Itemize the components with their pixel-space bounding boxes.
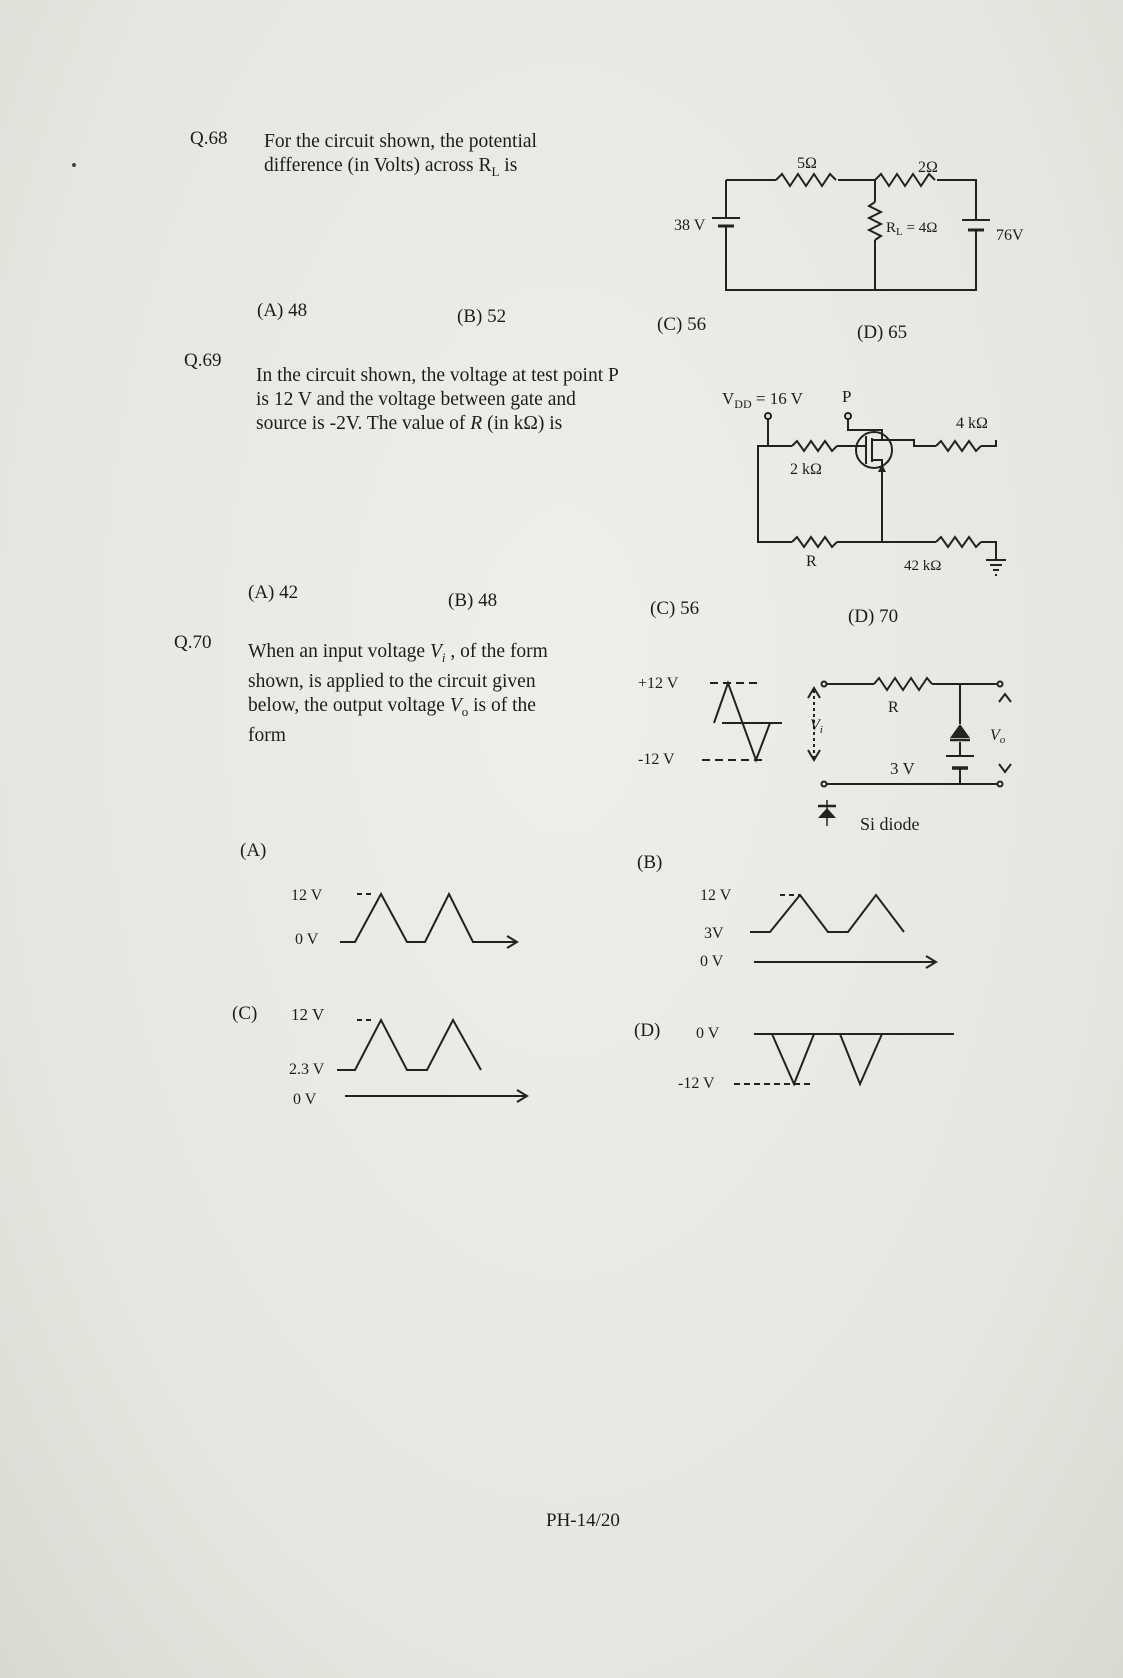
q70-label-r: R — [888, 699, 899, 716]
q69-label-vdd: $V_{DD} = 16$ V — [722, 389, 803, 411]
q70-text-line2: shown, is applied to the circuit given — [248, 670, 536, 692]
q70-diode — [950, 724, 970, 738]
q68-text — [264, 130, 537, 184]
q68-resistor-5ohm — [776, 174, 836, 186]
q70-option-b-waveform — [750, 895, 904, 932]
q68-label-2ohm: 2Ω — [918, 159, 938, 176]
q70-option-c-top: 12 V — [291, 1005, 325, 1024]
q70-option-a-label[interactable]: (A) — [240, 840, 267, 861]
q70-option-b-label[interactable]: (B) — [637, 852, 663, 873]
q70-output-terminal-bottom — [998, 782, 1003, 787]
q68-text-line1: For the circuit shown, the potential — [264, 131, 537, 152]
q70-option-c-graph[interactable] — [285, 1000, 545, 1115]
q70-option-b-mid: 3V — [704, 925, 724, 942]
q70-option-a-graph[interactable] — [285, 872, 545, 962]
q70-text-line3: below, the output voltage $V_o$ is of the — [248, 694, 536, 719]
q69-vdd-terminal — [765, 413, 771, 419]
q69-circuit — [716, 382, 1006, 582]
q70-option-b-top: 12 V — [700, 887, 732, 904]
stray-mark — [72, 163, 76, 167]
q69-number: Q.69 — [184, 350, 222, 371]
q70-clipper-circuit — [810, 672, 1015, 842]
q70-option-a-top: 12 V — [291, 887, 323, 904]
q68-label-rl: $R_L = 4\Omega$ — [886, 220, 938, 238]
q70-input-vi-label: Vi — [810, 717, 823, 736]
q69-resistor-4k — [936, 441, 981, 451]
q70-option-d-label[interactable]: (D) — [634, 1020, 661, 1041]
q70-option-a-bottom: 0 V — [295, 931, 319, 948]
q70-input-vmax: +12 V — [638, 675, 679, 692]
q70-option-d-waveform-1 — [772, 1034, 814, 1084]
q69-label-2k: 2 kΩ — [790, 461, 822, 478]
q68-text-line2: difference (in Volts) across $R_L$ is — [264, 155, 518, 179]
q70-option-c-label[interactable]: (C) — [232, 1003, 258, 1024]
q68-option-c[interactable]: (C) 56 — [657, 314, 707, 335]
q70-option-c-bottom: 0 V — [293, 1091, 317, 1108]
q69-option-d[interactable]: (D) 70 — [848, 606, 899, 627]
q70-text-line4: form — [248, 724, 286, 746]
q68-resistor-rl — [869, 202, 881, 240]
q70-option-b-bottom: 0 V — [700, 953, 724, 970]
q70-input-vmin: -12 V — [638, 751, 675, 768]
q69-fet — [856, 432, 892, 468]
q70-option-d-waveform-2 — [840, 1034, 882, 1084]
q69-resistor-2k — [792, 441, 837, 451]
q68-label-38v: 38 V — [674, 217, 706, 234]
q70-text — [248, 640, 548, 748]
q69-test-point-p — [845, 413, 851, 419]
q69-label-4k: 4 kΩ — [956, 415, 988, 432]
q69-resistor-42k — [936, 537, 981, 547]
q70-label-vo: Vo — [990, 727, 1006, 746]
q70-option-d-bottom: -12 V — [678, 1075, 715, 1092]
q70-input-terminal-top — [822, 682, 827, 687]
q70-option-d-top: 0 V — [696, 1025, 720, 1042]
q70-resistor-r — [874, 678, 932, 690]
q70-number: Q.70 — [174, 632, 212, 653]
q69-text — [256, 364, 619, 436]
page-number: PH-14/20 — [546, 1510, 620, 1531]
q70-option-d-graph[interactable] — [664, 1010, 964, 1120]
q69-option-a[interactable]: (A) 42 — [248, 582, 299, 603]
q68-number: Q.68 — [190, 128, 228, 149]
q70-option-c-waveform — [337, 1020, 481, 1070]
q69-text-line1: In the circuit shown, the voltage at test point P — [256, 365, 619, 386]
q69-label-42k: 42 kΩ — [904, 558, 942, 574]
q68-option-d[interactable]: (D) 65 — [857, 322, 908, 343]
q69-label-p: P — [842, 387, 852, 406]
q70-option-a-waveform — [340, 894, 515, 942]
q69-label-r: R — [806, 553, 817, 570]
q68-battery-76v — [962, 202, 990, 254]
q68-label-76v: 76V — [996, 227, 1024, 244]
q68-option-a[interactable]: (A) 48 — [257, 300, 308, 321]
q70-option-b-graph[interactable] — [690, 880, 970, 980]
q68-option-b[interactable]: (B) 52 — [457, 306, 507, 327]
q69-resistor-r — [792, 537, 837, 547]
q69-option-b[interactable]: (B) 48 — [448, 590, 498, 611]
q69-text-line3: source is -2V. The value of R (in kΩ) is — [256, 413, 563, 434]
q70-text-line1: When an input voltage $V_i$ , of the form — [248, 641, 548, 665]
q68-label-5ohm: 5Ω — [797, 155, 817, 172]
q70-label-battery: 3 V — [890, 759, 915, 778]
q69-option-c[interactable]: (C) 56 — [650, 598, 700, 619]
q70-input-triangle — [714, 683, 770, 760]
q68-battery-38v — [712, 218, 740, 232]
q69-text-line2: is 12 V and the voltage between gate and — [256, 389, 576, 410]
q70-output-terminal-top — [998, 682, 1003, 687]
q70-label-diode-legend: Si diode — [860, 814, 920, 834]
q70-option-c-mid: 2.3 V — [289, 1061, 325, 1078]
q70-input-terminal-bottom — [822, 782, 827, 787]
q68-circuit — [674, 150, 1040, 300]
